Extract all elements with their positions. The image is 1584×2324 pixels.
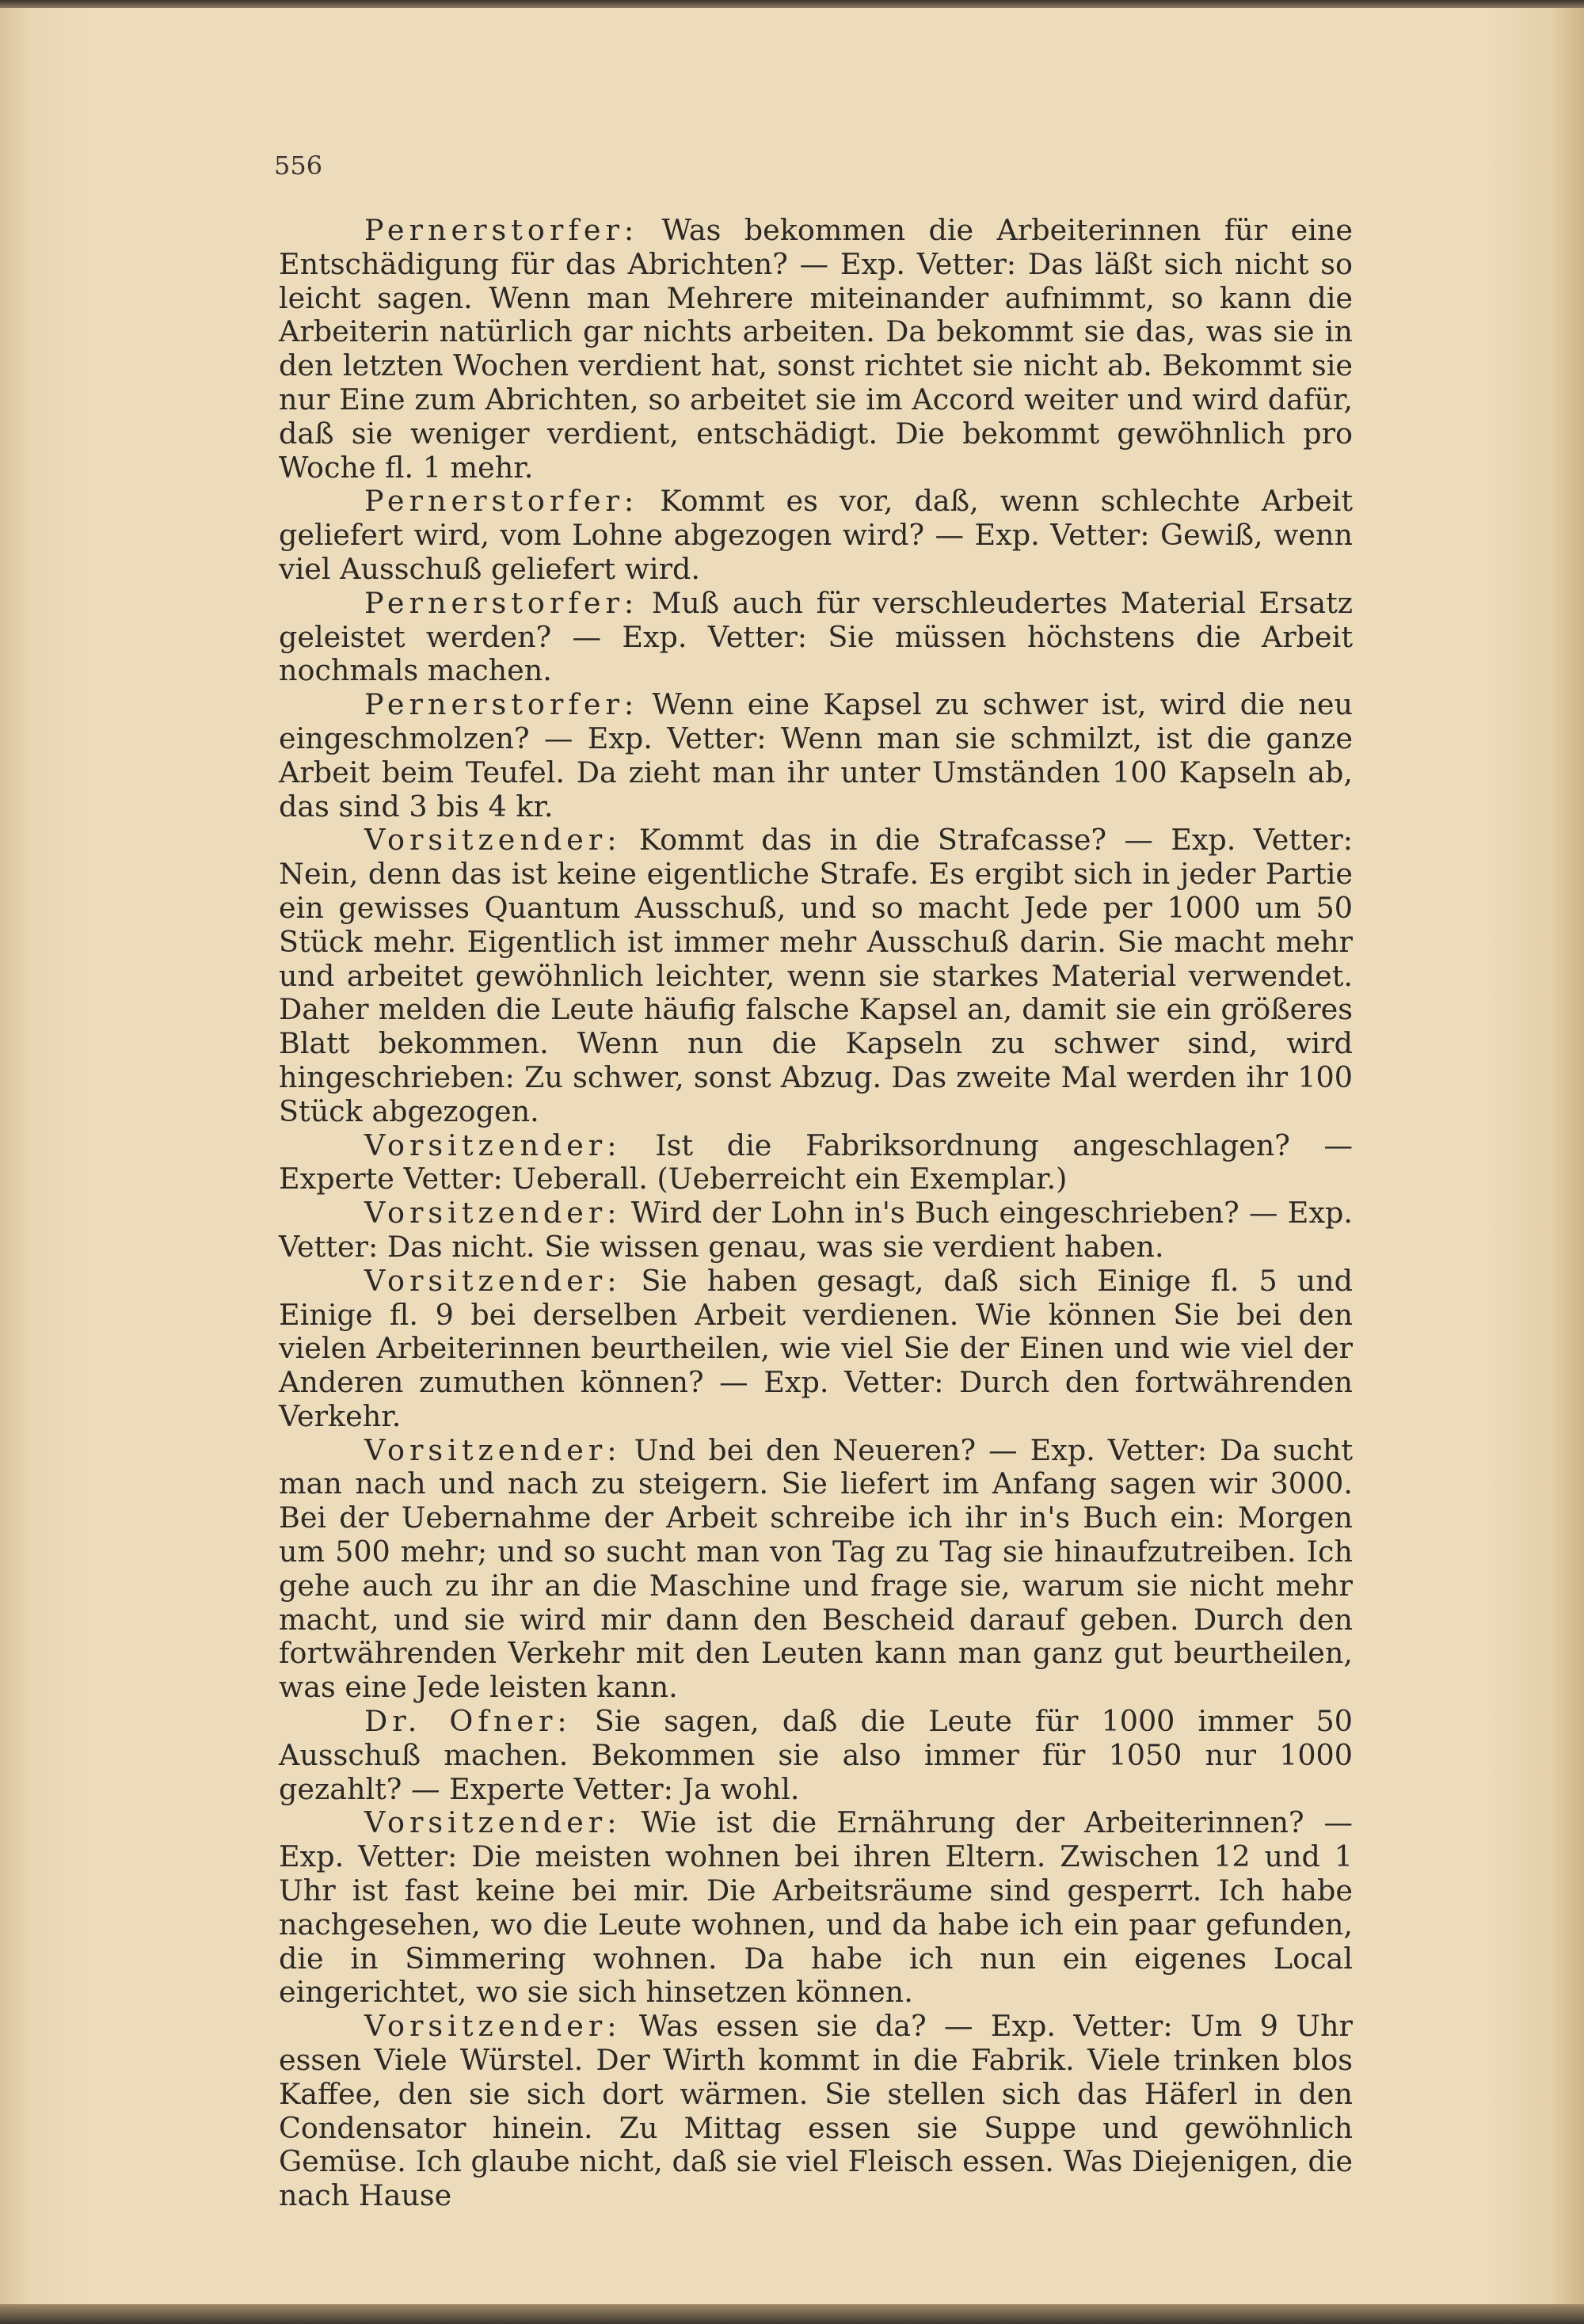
speaker-name: Vorsitzender: <box>364 2009 622 2044</box>
paragraph <box>279 485 1353 586</box>
paragraph <box>279 1806 1353 2010</box>
paragraph-text: Was essen sie da? — Exp. Vetter: Um 9 Uhr essen Viele Würstel. Der Wirth kommt in die Fabrik. Viele trinken blos Kaffee, den sie sich dort wärmen. Sie stellen sich das Häferl in den Condensator hinein. Zu Mittag essen sie Suppe und gewöhnlich Gemüse. Ich glaube nicht, daß sie viel Fleisch essen. Was Diejenigen, die nach Hause <box>279 2009 1353 2213</box>
paragraph-text: Und bei den Neueren? — Exp. Vetter: Da sucht man nach und nach zu steigern. Sie liefert im Anfang sagen wir 3000. Bei der Uebernahme der Arbeit schreibe ich ihr in's Buch ein: Morgen um 500 mehr; und so sucht man von Tag zu Tag sie hinaufzutreiben. Ich gehe auch zu ihr an die Maschine und frage sie, warum sie nicht mehr macht, und sie wird mir dann den Bescheid darauf geben. Durch den fortwährenden Verkehr mit den Leuten kann man ganz gut beurtheilen, was eine Jede leisten kann. <box>279 1432 1353 1705</box>
speaker-name: Dr. Ofner: <box>364 1704 572 1739</box>
paragraph <box>279 1705 1353 1806</box>
speaker-name: Pernerstorfer: <box>364 213 639 247</box>
paragraph <box>279 587 1353 688</box>
paragraph <box>279 688 1353 823</box>
paragraph-text: Was bekommen die Arbeiterinnen für eine Entschädigung für das Abrichten? — Exp. Vetter: Das läßt sich nicht so leicht sagen. Wenn man Mehrere miteinander aufnimmt, so kann die Arbeiterin natürlich gar nichts arbeiten. Da bekommt sie das, was sie in den letzten Wochen verdient hat, sonst richtet sie nicht ab. Bekommt sie nur Eine zum Abrichten, so arbeitet sie im Accord weiter und wird dafür, daß sie weniger verdient, entschädigt. Die bekommt gewöhnlich pro Woche fl. 1 mehr. <box>279 213 1353 485</box>
paragraph <box>279 1129 1353 1197</box>
paragraph-text: Wie ist die Ernährung der Arbeiterinnen? — Exp. Vetter: Die meisten wohnen bei ihren Eltern. Zwischen 12 und 1 Uhr ist fast keine bei mir. Die Arbeitsräume sind gesperrt. Ich habe nachgesehen, wo die Leute wohnen, und da habe ich ein paar gefunden, die in Simmering wohnen. Da habe ich nun ein eigenes Local eingerichtet, wo sie sich hinsetzen können. <box>279 1805 1353 2010</box>
paragraph-text: Sie haben gesagt, daß sich Einige fl. 5 und Einige fl. 9 bei derselben Arbeit verdienen. Wie können Sie bei den vielen Arbeiterinnen beurtheilen, wie viel Sie der Einen und wie viel der Anderen zumuthen können? — Exp. Vetter: Durch den fortwährenden Verkehr. <box>279 1263 1353 1433</box>
body-text <box>279 214 1353 2213</box>
paragraph <box>279 1196 1353 1265</box>
paragraph-text: Wird der Lohn in's Buch eingeschrieben? — Exp. Vetter: Das nicht. Sie wissen genau, was sie verdient haben. <box>279 1196 1353 1264</box>
speaker-name: Pernerstorfer: <box>364 687 639 722</box>
paragraph <box>279 1434 1353 1705</box>
paragraph-text: Wenn eine Kapsel zu schwer ist, wird die neu eingeschmolzen? — Exp. Vetter: Wenn man sie schmilzt, ist die ganze Arbeit beim Teufel. Da zieht man ihr unter Umständen 100 Kapseln ab, das sind 3 bis 4 kr. <box>279 687 1353 823</box>
speaker-name: Vorsitzender: <box>364 1196 622 1230</box>
bottom-page-edge <box>0 2304 1584 2324</box>
speaker-name: Vorsitzender: <box>364 1263 622 1298</box>
paragraph-text: Sie sagen, daß die Leute für 1000 immer 50 Ausschuß machen. Bekommen sie also immer für 1050 nur 1000 gezahlt? — Experte Vetter: Ja wohl. <box>279 1704 1353 1806</box>
paragraph-text: Kommt es vor, daß, wenn schlechte Arbeit geliefert wird, vom Lohne abgezogen wird? — Exp. Vetter: Gewiß, wenn viel Ausschuß geliefert wird. <box>279 484 1353 586</box>
page-number: 556 <box>274 150 323 181</box>
paragraph <box>279 2010 1353 2213</box>
speaker-name: Pernerstorfer: <box>364 585 639 620</box>
paragraph-text: Kommt das in die Strafcasse? — Exp. Vetter: Nein, denn das ist keine eigentliche Strafe. Es ergibt sich in jeder Partie ein gewisses Quantum Ausschuß, und so macht Jede per 1000 um 50 Stück mehr. Eigentlich ist immer mehr Ausschuß darin. Sie macht mehr und arbeitet gewöhnlich leichter, wenn sie starkes Material verwendet. Daher melden die Leute häufig falsche Kapsel an, damit sie ein größeres Blatt bekommen. Wenn nun die Kapseln zu schwer sind, wird hingeschrieben: Zu schwer, sonst Abzug. Das zweite Mal werden ihr 100 Stück abgezogen. <box>279 823 1353 1128</box>
paragraph <box>279 1265 1353 1434</box>
paragraph <box>279 823 1353 1128</box>
speaker-name: Vorsitzender: <box>364 823 622 858</box>
speaker-name: Pernerstorfer: <box>364 484 639 519</box>
paragraph-text: Muß auch für verschleudertes Material Ersatz geleistet werden? — Exp. Vetter: Sie müssen höchstens die Arbeit nochmals machen. <box>279 585 1353 688</box>
speaker-name: Vorsitzender: <box>364 1432 622 1467</box>
speaker-name: Vorsitzender: <box>364 1805 622 1840</box>
top-page-edge <box>0 0 1584 8</box>
paragraph-text: Ist die Fabriksordnung angeschlagen? — Experte Vetter: Ueberall. (Ueberreicht ein Exemplar.) <box>279 1128 1353 1196</box>
speaker-name: Vorsitzender: <box>364 1128 622 1162</box>
paragraph <box>279 214 1353 485</box>
